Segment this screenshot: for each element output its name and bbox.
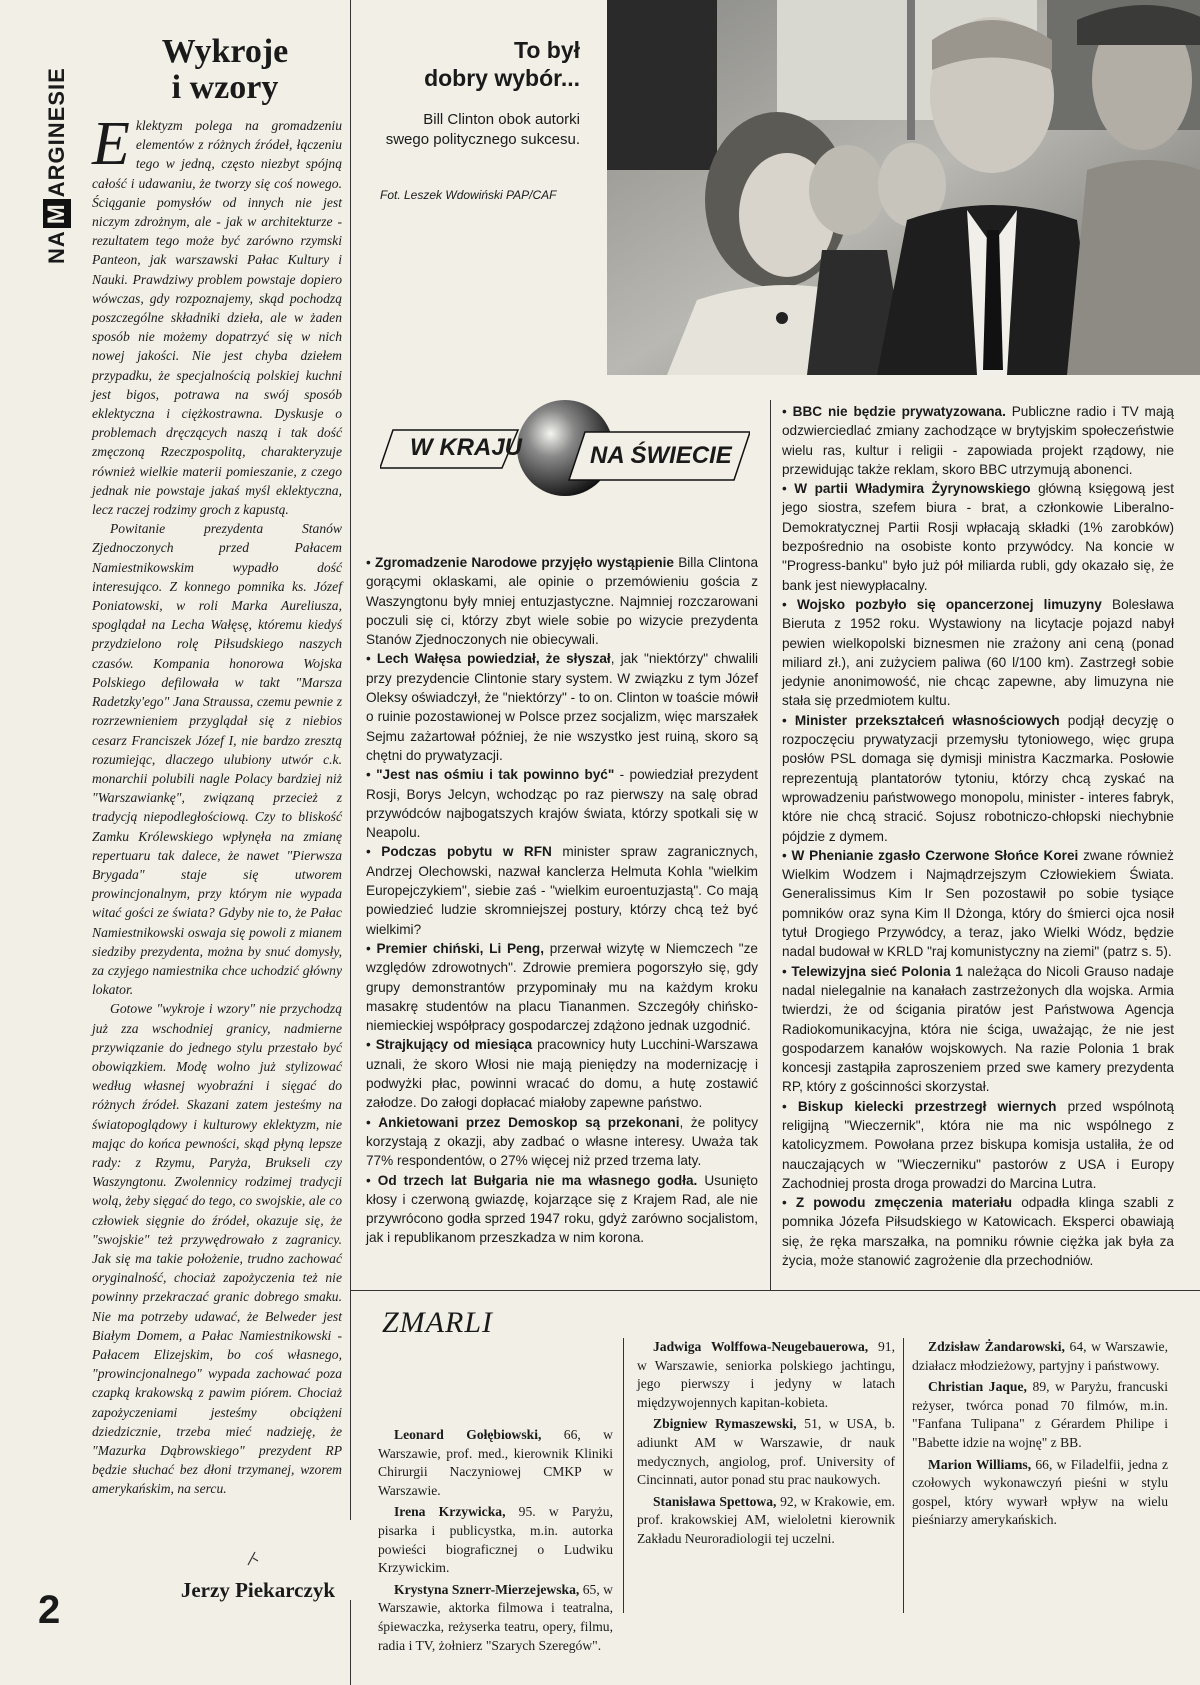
news-item: • Podczas pobytu w RFN minister spraw zagranicznych, Andrzej Olechowski, nazwał kanclerza Helmuta Kohla "wielkim Europejczykiem", siebie zaś - "wielkim euroentuzjastą". Co mają powiedzieć ludzie skromniejszej postury, którzy chcą też być wielkimi? [366, 844, 758, 937]
photo-credit: Fot. Leszek Wdowiński PAP/CAF [380, 188, 557, 202]
obituaries-column-3 [912, 1338, 1168, 1533]
column-paragraph-2: Powitanie prezydenta Stanów Zjednoczonych przed Pałacem Namiestnikowskim wypadło dość interesująco. Z konnego pomnika ks. Józef Poniatowski, w roli Marka Aureliusza, spoglądał na Lecha Wałęsę, któremu kiedyś przydzielono rolę Piłsudskiego naszych czasów. Kompania honorowa Wojska Polskiego defilowała w takt "Marsza Radetzky'ego" Jana Straussa, czemu pewnie z rozrzewnieniem przyglądał się z niebios cesarz Franciszek Józef I, nie bardzo zresztą rozumiejąc, dlaczego ulubiony utwór c.k. monarchii polubili nagle Polacy bardziej niż "Warszawiankę", związaną przecież z tradycją niepodległościową. Czy to bliskość Zamku Królewskiego wpłynęła na zmianę repertuaru tak dalece, że nawet "Pierwsza Brygada" staje się utworem prowincjonalnym, przy którym nie wypada witać gości ze świata? Gdyby nie to, że Pałac Namiestnikowski oswaja się powoli z mianem siedziby prezydenta, można by snuć domysły, za czyjego namiestnika chce uchodzić główny lokator. [92, 521, 342, 998]
signature-mark-icon [246, 1549, 260, 1567]
obituary-entry: Irena Krzywicka, 95. w Paryżu, pisarka i publicystka, m.in. autorka powieści biograficznej o Ludwiku Krzywickim. [378, 1504, 613, 1576]
column-title-line1: Wykroje [161, 33, 289, 70]
obituary-entry: Stanisława Spettowa, 92, w Krakowie, em. prof. krakowskiej AM, wieloletni kierownik Zakładu Neuroradiologii tej uczelni. [637, 1493, 896, 1546]
obituary-entry: Zdzisław Żandarowski, 64, w Warszawie, działacz młodzieżowy, partyjny i państwowy. [912, 1339, 1168, 1373]
section-name: ARGINESIE [44, 67, 69, 198]
obituaries-title: ZMARLI [382, 1306, 493, 1339]
obituaries-top-rule [350, 1290, 1200, 1291]
photo-headline-line2: dobry wybór... [424, 65, 580, 91]
obit-rule-2 [903, 1338, 904, 1613]
column-rule-left-lower [350, 1600, 351, 1685]
news-item: • Strajkujący od miesiąca pracownicy huty Lucchini-Warszawa uznali, że skoro Włosi nie mają pieniędzy na modernizację i podwyżki płac, powinni wracać do domu, a hutę zostawić załodze. Do załogi dopłacać miałoby zapewne państwo. [366, 1037, 758, 1111]
logo-label-domestic: W KRAJU [410, 434, 522, 461]
news-item: • W Phenianie zgasło Czerwone Słońce Korei zwane również Wielkim Wodzem i Najmądrzejszym Człowiekiem Świata. Generalissimus Kim Ir Sen pozostawił po sobie tysiące pomników oraz syna Kim Il Dżonga, który do śmierci ojca nosił tytuł Drogiego Przywódcy, a teraz, jako Wielki Wódz, będzie nadal budował w KRLD "raj komunistyczny na ziemi" (patrz s. 5). [782, 847, 1174, 960]
obituary-entry: Christian Jaque, 89, w Paryżu, francuski reżyser, twórca ponad 70 filmów, m.in. "Fanfana Tulipana" z Gérardem Philipe i "Babette idzie na wojnę" z BB. [912, 1379, 1168, 1450]
column-rule-left [350, 0, 351, 1520]
drop-cap: E [92, 110, 130, 178]
column-paragraph-3: Gotowe "wykroje i wzory" nie przychodzą już zza wschodniej granicy, nadmierne przywiązanie do jednego stylu przestało być obowiązkiem. Modę wolno już stylizować według własnej wyobraźni i sięgać do różnych źródeł. Skazani zatem jesteśmy na światopoglądowy i kulturowy eklektyzm, nie mając do końca pewności, skąd płyną lepsze rady: z Rzymu, Paryża, Brukseli czy Waszyngtonu. Zwolennicy rodzimej tradycji wolą, żeby sięgać do tego, co swojskie, ale co człowiek sięgnie do źródeł, okazuje się, że "swojskie" też przywędrowało z zagranicy. Jak się ma takie położenie, trudno zachować oryginalność, chociaż zapożyczenia też nie powinny przekraczać granic dobrego smaku. Nie ma potrzeby udawać, że Belweder jest Białym Domem, a Pałac Namiestnikowski - Pałacem Elizejskim, bo coś własnego, "prowincjonalnego" wypada zachować poza czapką krakowską z pawim piórem. Chociaż zapożyczeniami jesteśmy obciążeni dziedzicznie, trzeba mieć nadzieję, że "Mazurka Dąbrowskiego" prezydent RP będzie słuchać bez dłoni trzymanej, wzorem amerykańskim, na sercu. [92, 1001, 342, 1497]
news-item: • "Jest nas ośmiu i tak powinno być" - powiedział prezydent Rosji, Borys Jelcyn, wchodząc po raz pierwszy na salę obrad przywódców najbogatszych krajów świata, którzy spotkali się w Neapolu. [366, 767, 759, 841]
column-paragraph-1: Eklektyzm polega na gromadzeniu elementów z różnych źródeł, łączeniu tego w jedną, często niezbyt spójną całość i udawaniu, że tworzy się coś nowego. Ściąganie pomysłów od innych nie jest niczym zdrożnym, ale - jak w architekturze - rezultatem tego może być zarówno rzymski Panteon, jak warszawski Pałac Kultury i Nauki. Prawdziwy problem powstaje dopiero wówczas, gdy rozpoznajemy, skąd pochodzą poszczególne składniki dzieła, ale w żaden sposób nie możemy dopatrzyć się w nich nowej jakości. Nie jest chyba dziełem przypadku, że specjalnością polskiej kuchni jest bigos, potrawa na swój sposób eklektyczna i ciężkostrawna. Dyskusje o problemach dręczących naszą i tak dość zmęczoną Rzeczpospolitą, charakteryzuje również wielkie materii pomieszanie, z czego jednak nie powstaje jakaś myśl eklektyczna, lecz raczej rodzimy groch z kapustą. [92, 110, 342, 518]
column-title-line2: i wzory [171, 69, 279, 106]
news-item: • Z powodu zmęczenia materiału odpadła klinga szabli z pomnika Józefa Piłsudskiego w Katowicach. Eksperci obawiają się, że ręka marszałka, na pomniku równie ciężka jak była za życia, może stanowić zagrożenie dla przechodniów. [782, 1195, 1175, 1269]
section-prefix: NA [44, 230, 69, 264]
column-body [92, 110, 342, 1499]
page-number: 2 [38, 1588, 61, 1632]
news-item: • BBC nie będzie prywatyzowana. Publiczne radio i TV mają odzwierciedlać zmiany zachodzące w brytyjskim społeczeństwie wielu ras, kultur i religii - zapowiada projekt rządowy, nie przewidując także reklam, skoro BBC utrzymują abonenci. [782, 404, 1174, 477]
news-item: • Minister przekształceń własnościowych podjął decyzję o rozpoczęciu prywatyzacji przemysłu tytoniowego, więc grupa posłów PSL domaga się dymisji ministra Kaczmarka. Posłowie reprezentują plantatorów tytoniu, którzy chcą zyskać na wprowadzeniu państwowego monopolu, minister - interes fabryk, które nie chcą stracić. Sojusz robotniczo-chłopski niechybnie pójdzie z dymem. [782, 712, 1174, 844]
photo-caption: Bill Clinton obok autorki swego politycznego sukcesu. [385, 111, 580, 148]
obituaries-column-2 [637, 1338, 895, 1552]
section-tab [42, 34, 72, 264]
news-column-rule [770, 400, 771, 1290]
column-author: Jerzy Piekarczyk [180, 1578, 335, 1602]
logo-label-world: NA ŚWIECIE [590, 442, 732, 469]
news-item: • Wojsko pozbyło się opancerzonej limuzyny Bolesława Bieruta z 1952 roku. Wystawiony na licytacje pojazd nabył pewien wielkopolski biznesmen nie zrażony ani ceną (ponad miliard zł.), ani zużyciem paliwa (60 l/100 km). Zastrzegł sobie jedynie anonimowość, nie chcąc zapewne, aby limuzyna nie stała się przedmiotem kultu. [782, 596, 1174, 709]
photo-headline-line1: To był [513, 37, 580, 63]
obituary-entry: Jadwiga Wolffowa-Neugebauerowa, 91, w Warszawie, seniorka polskiego jachtingu, jego pierwszy i jedyny w latach międzywojennych kapitan-kobieta. [637, 1339, 895, 1410]
obituary-entry: Zbigniew Rymaszewski, 51, w USA, b. adiunkt AM w Warszawie, dr nauk medycznych, angiolog, prof. University of Cincinnati, autor ponad stu prac naukowych. [637, 1416, 895, 1488]
news-item: • Ankietowani przez Demoskop są przekonani, że politycy korzystają z okazji, aby zadbać o własne interesy. Uważa tak 77% respondentów, o 27% więcej niż przed trzema laty. [366, 1114, 758, 1169]
news-item: • Premier chiński, Li Peng, przerwał wizytę w Niemczech "ze względów zdrowotnych". Zdrowie premiera pogorszyło się, gdy grupy demonstrantów przypominały mu na każdym kroku masakrę studentów na placu Tiananmen. Szczegóły chińsko-niemieckiej współpracy gospodarczej zdążono jednak uzgodnić. [366, 940, 758, 1034]
news-item: • Telewizyjna sieć Polonia 1 należąca do Nicoli Grauso nadaje nadal nielegalnie na kanałach zastrzeżonych dla wojska. Armia twierdzi, że od ścigania piratów jest Państwowa Agencja Radiokomunikacyjna, która nie ściga, uważając, że nie jest gospodarzem kanałów wojskowych. Na razie Polonia 1 brak koncesji zastąpiła zaproszeniem przed swe kamery prezydenta RP, który z gościnności skorzystał. [782, 963, 1174, 1095]
obituary-entry: Leonard Gołębiowski, 66, w Warszawie, prof. med., kierownik Kliniki Chirurgii Naczyniowej CMKP w Warszawie. [378, 1427, 614, 1498]
section-letter: M [43, 199, 71, 228]
news-item: • Biskup kielecki przestrzegł wiernych przed wspólnotą religijną "Wieczernik", która nie ma nic wspólnego z katolicyzmem. Powołana przez biskupa komisja ustaliła, że od nauczających w "Wieczerniku" pastorów z USA i Europy Zachodniej prosta droga prowadzi do Marcina Lutra. [782, 1098, 1174, 1191]
news-item: • Od trzech lat Bułgaria nie ma własnego godła. Usunięto kłosy i czerwoną gwiazdę, kojarzące się z Krajem Rad, ale nie przywrócono godła sprzed 1947 roku, gdyż zarówno socjalistom, jak i republikanom przeszkadza w nim korona. [366, 1172, 758, 1246]
photo-image [607, 0, 1200, 375]
news-column-2 [782, 402, 1174, 1270]
photo-headline [365, 36, 580, 92]
news-item: • Zgromadzenie Narodowe przyjęło wystąpienie Billa Clintona gorącymi oklaskami, ale opinie o przemówieniu gościa z Waszyngtonu były mniej entuzjastyczne. Najmniej rozczarowani poczuli się ci, którzy zbyt wiele sobie po wizycie prezydenta Stanów Zjednoczonych nie obiecywali. [366, 555, 759, 648]
obituary-entry: Krystyna Sznerr-Mierzejewska, 65, w Warszawie, aktorka filmowa i teatralna, śpiewaczka, reżyserka teatru, opery, filmu, radia i TV, żołnierz "Szarych Szeregów". [378, 1581, 614, 1653]
news-item: • W partii Władymira Żyrynowskiego główną księgową jest jego siostra, szefem biura - brat, a członkowie Liberalno-Demokratycznej Partii Rosji wpłacają składki (1% zarobków) bezpośrednio na osobiste konto przywódcy. Na koncie w "Progress-banku" było już pół miliarda rubli, gdy okazało się, że bank jest niewypłacalny. [782, 481, 1175, 593]
news-column-1 [366, 553, 758, 1248]
news-photo [607, 0, 1200, 375]
obit-rule-1 [623, 1338, 624, 1613]
column-title [100, 34, 350, 106]
obituary-entry: Marion Williams, 66, w Filadelfii, jedna z czołowych wykonawczyń pieśni w stylu gospel, który wywarł wpływ na wielu pieśniarzy amerykańskich. [912, 1456, 1168, 1528]
news-item: • Lech Wałęsa powiedział, że słyszał, jak "niektórzy" chwalili przy prezydencie Clintonie stary system. W związku z tym Józef Oleksy oświadczył, że "niektórzy" - to on. Clinton w toaście mówił o ruinie pozostawionej w Polsce przez socjalizm, więc marszałek Sejmu zażartował później, że nie wszystko jest ruiną, skoro są chętni do prywatyzacji. [366, 651, 758, 763]
news-section-logo [380, 400, 750, 500]
obituaries-column-1 [378, 1426, 613, 1658]
